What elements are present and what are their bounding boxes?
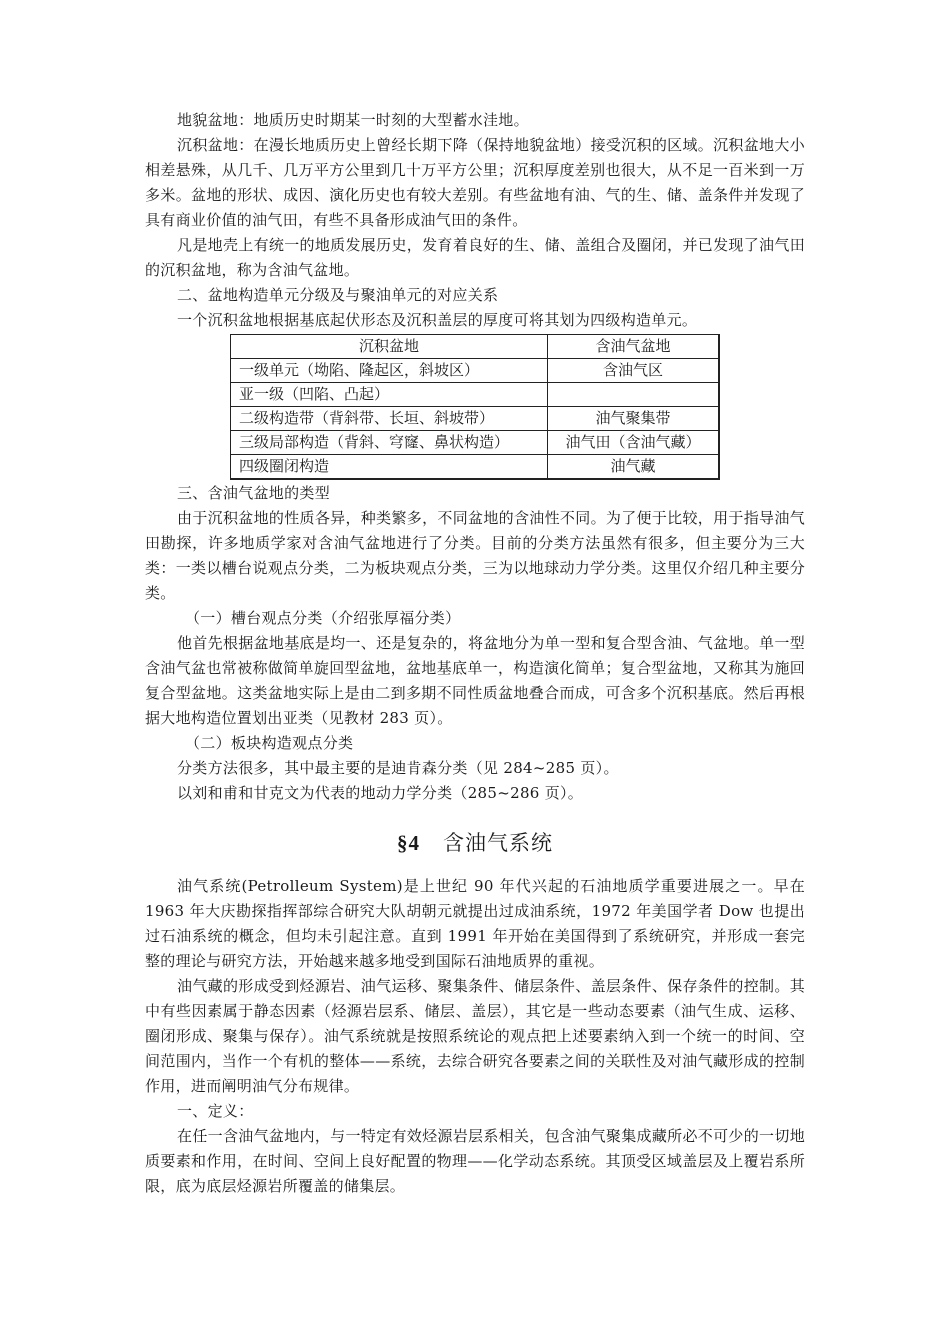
section-number: §4 xyxy=(396,831,420,855)
subheading-geosyncline-classification: （一）槽台观点分类（介绍张厚福分类） xyxy=(185,609,461,627)
para-classification-intro: 由于沉积盆地的性质各异，种类繁多，不同盆地的含油性不同。为了便于比较，用于指导油气田勘探，许多地质学家对含油气盆地进行了分类。目前的分类方法虽然有很多，但主要分为三大类：一类以槽台说观点分类，二为板块观点分类，三为以地球动力学分类。这里仅介绍几种主要分类。 xyxy=(145,509,805,602)
table-header-row xyxy=(231,335,720,359)
para-geodynamic: 以刘和甫和甘克文为代表的地动力学分类（285~286 页）。 xyxy=(177,784,584,802)
table-cell: 亚一级（凹陷、凸起） xyxy=(231,383,548,407)
table-cell: 油气藏 xyxy=(548,455,720,480)
structural-units-table xyxy=(230,334,720,480)
table-row xyxy=(231,455,720,480)
table-cell: 油气聚集带 xyxy=(548,407,720,431)
para-four-levels: 一个沉积盆地根据基底起伏形态及沉积盖层的厚度可将其划为四级构造单元。 xyxy=(177,311,698,329)
para-dickinson: 分类方法很多，其中最主要的是迪肯森分类（见 284~285 页）。 xyxy=(177,759,619,777)
table-cell: 三级局部构造（背斜、穹窿、鼻状构造） xyxy=(231,431,548,455)
para-single-composite: 他首先根据盆地基底是均一、还是复杂的，将盆地分为单一型和复合型含油、气盆地。单一型含油气盆也常被称做简单旋回型盆地，盆地基底单一，构造演化简单；复合型盆地，又称其为施回复合型盆地。这类盆地实际上是由二到多期不同性质盆地叠合而成，可含多个沉积基底。然后再根据大地构造位置划出亚类（见教材 283 页）。 xyxy=(145,634,805,727)
table-cell: 四级圈闭构造 xyxy=(231,455,548,480)
section-title-text: 含油气系统 xyxy=(443,831,554,855)
para-petroleum-system-history: 油气系统(Petrolleum System)是上世纪 90 年代兴起的石油地质学重要进展之一。早在 1963 年大庆勘探指挥部综合研究大队胡朝元就提出过成油系统，1972 年美国学者 Dow 也提出过石油系统的概念，但均未引起注意。直到 1991 年开始在美国得到了系统研究，并形成一套完整的理论与研究方法，开始越来越多地受到国际石油地质界的重视。 xyxy=(145,877,805,970)
section-title xyxy=(145,828,805,858)
table-row xyxy=(231,407,720,431)
table-cell xyxy=(548,383,720,407)
table-row xyxy=(231,359,720,383)
table-header-cell: 含油气盆地 xyxy=(548,335,720,359)
table-row xyxy=(231,383,720,407)
para-petroliferous-basin-def: 凡是地壳上有统一的地质发展历史，发育着良好的生、储、盖组合及圈闭，并已发现了油气田的沉积盆地，称为含油气盆地。 xyxy=(145,236,805,279)
heading-structural-units: 二、盆地构造单元分级及与聚油单元的对应关系 xyxy=(177,286,499,304)
heading-basin-types: 三、含油气盆地的类型 xyxy=(177,484,331,502)
table-cell: 油气田（含油气藏） xyxy=(548,431,720,455)
table-cell: 含油气区 xyxy=(548,359,720,383)
para-sedimentary-basin: 沉积盆地：在漫长地质历史上曾经长期下降（保持地貌盆地）接受沉积的区域。沉积盆地大小相差悬殊，从几千、几万平方公里到几十万平方公里；沉积厚度差别也很大，从不足一百米到一万多米。盆地的形状、成因、演化历史也有较大差别。有些盆地有油、气的生、储、盖条件并发现了具有商业价值的油气田，有些不具备形成油气田的条件。 xyxy=(145,136,805,229)
table-row xyxy=(231,431,720,455)
subheading-plate-classification: （二）板块构造观点分类 xyxy=(185,734,354,752)
para-petroleum-system-elements: 油气藏的形成受到烃源岩、油气运移、聚集条件、储层条件、盖层条件、保存条件的控制。其中有些因素属于静态因素（烃源岩层系、储层、盖层），其它是一些动态要素（油气生成、运移、圈闭形成、聚集与保存）。油气系统就是按照系统论的观点把上述要素纳入到一个统一的时间、空间范围内，当作一个有机的整体——系统，去综合研究各要素之间的关联性及对油气藏形成的控制作用，进而阐明油气分布规律。 xyxy=(145,977,805,1095)
document-page xyxy=(145,108,805,1199)
para-definition: 在任一含油气盆地内，与一特定有效烃源岩层系相关，包含油气聚集成藏所必不可少的一切地质要素和作用，在时间、空间上良好配置的物理——化学动态系统。其顶受区域盖层及上覆岩系所限，底为底层烃源岩所覆盖的储集层。 xyxy=(145,1127,805,1195)
table-cell: 一级单元（坳陷、隆起区，斜坡区） xyxy=(231,359,548,383)
heading-definition: 一、定义： xyxy=(177,1102,254,1120)
para-landform-basin: 地貌盆地：地质历史时期某一时刻的大型蓄水洼地。 xyxy=(177,111,529,129)
table-header-cell: 沉积盆地 xyxy=(231,335,548,359)
table-cell: 二级构造带（背斜带、长垣、斜坡带） xyxy=(231,407,548,431)
